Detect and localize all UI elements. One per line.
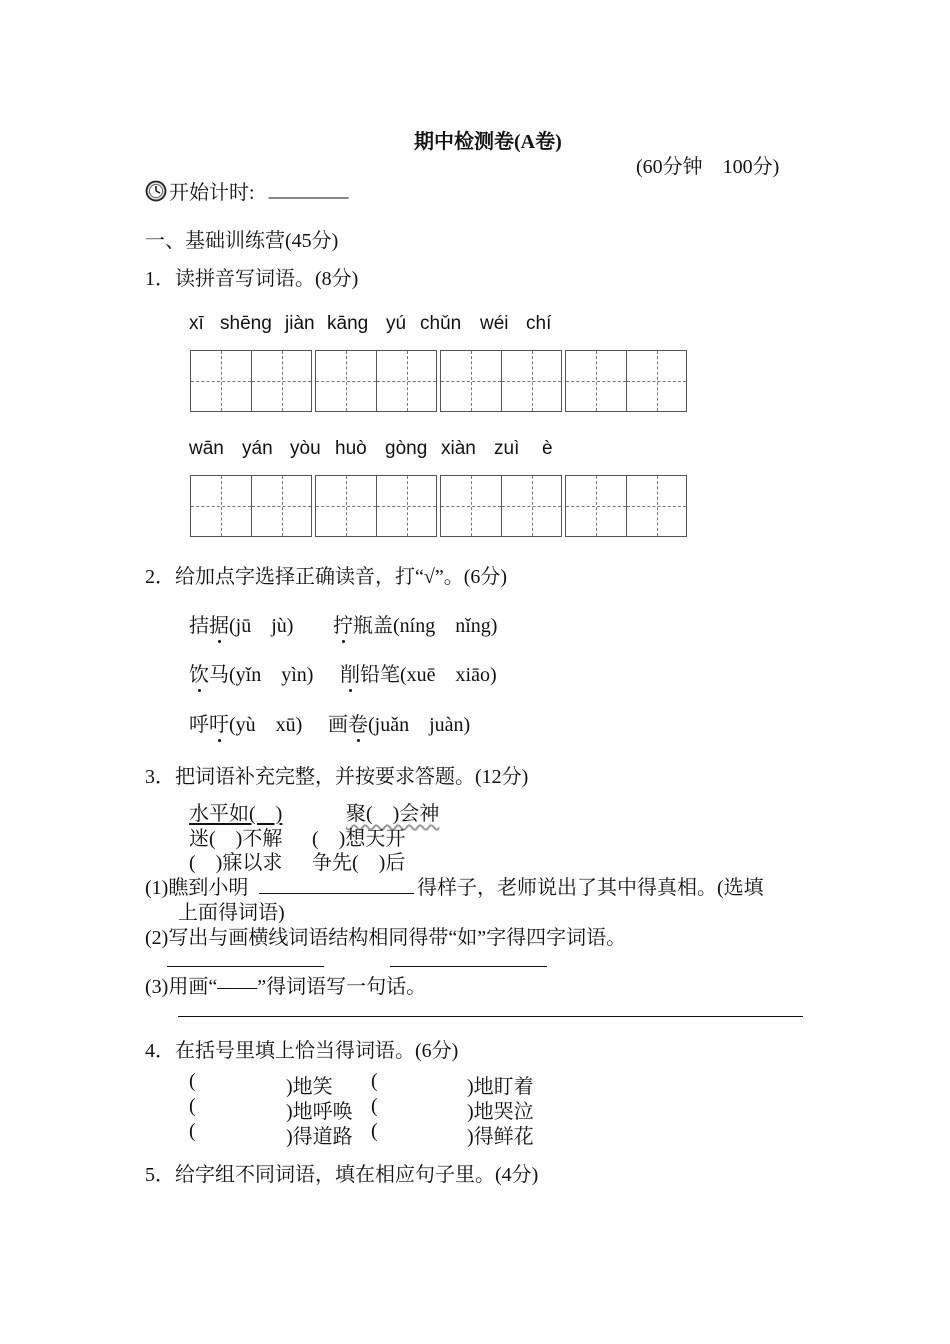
dotted-char: 卷 xyxy=(348,714,368,736)
idiom-item[interactable]: 水平如( ) xyxy=(189,803,283,825)
answer-box[interactable] xyxy=(565,350,687,412)
pinyin: è xyxy=(542,438,553,459)
pinyin-options: (juǎn juàn) xyxy=(368,714,471,736)
pronunciation-item[interactable] xyxy=(340,658,497,687)
answer-blank[interactable] xyxy=(167,966,324,967)
pinyin: zuì xyxy=(494,438,520,459)
char: 马 xyxy=(209,664,229,686)
pinyin: xiàn xyxy=(441,438,476,459)
subquestion-3: (3)用画“——”得词语写一句话。 xyxy=(145,976,427,998)
fill-phrase: )地笑 xyxy=(286,1076,333,1098)
q5-heading: 5．给字组不同词语，填在相应句子里。(4分) xyxy=(145,1164,539,1186)
idiom-item[interactable]: 聚( )会神 xyxy=(346,803,440,825)
paren-open[interactable]: ( xyxy=(371,1120,378,1142)
char: 画 xyxy=(328,714,348,736)
fill-phrase: )得鲜花 xyxy=(467,1126,534,1148)
paren-open[interactable]: ( xyxy=(189,1120,196,1142)
subquestion-2: (2)写出与画横线词语结构相同得带“如”字得四字词语。 xyxy=(145,927,627,949)
q1-heading: 1．读拼音写词语。(8分) xyxy=(145,268,359,290)
pronunciation-item[interactable] xyxy=(189,708,302,737)
idiom-item[interactable]: ( )想天开 xyxy=(312,828,406,850)
dotted-char: 拧 xyxy=(333,615,353,637)
paren-open[interactable]: ( xyxy=(371,1095,378,1117)
q4-heading: 4．在括号里填上恰当得词语。(6分) xyxy=(145,1040,459,1062)
answer-blank[interactable] xyxy=(259,893,414,894)
pinyin-options: (yù xū) xyxy=(229,714,303,736)
pinyin-options: (yǐn yìn) xyxy=(229,664,314,686)
dotted-char: 饮 xyxy=(189,664,209,686)
answer-box[interactable] xyxy=(315,475,437,537)
answer-box[interactable] xyxy=(565,475,687,537)
timer-line xyxy=(145,176,349,205)
pronunciation-item[interactable] xyxy=(189,609,293,638)
timer-blank: ________ xyxy=(268,179,349,201)
fill-phrase: )地呼唤 xyxy=(286,1101,353,1123)
pronunciation-item[interactable] xyxy=(189,658,313,687)
page-title: 期中检测卷(A卷) xyxy=(414,131,562,153)
idiom-item[interactable]: ( )寐以求 xyxy=(189,852,283,874)
q2-heading: 2．给加点字选择正确读音，打“√”。(6分) xyxy=(145,566,508,588)
pinyin: huò xyxy=(335,438,367,459)
answer-blank[interactable] xyxy=(390,966,547,967)
writing-grid-1 xyxy=(190,350,687,412)
pinyin: jiàn xyxy=(285,313,315,334)
pinyin: shēng xyxy=(220,313,272,334)
pinyin: chí xyxy=(526,313,552,334)
fill-phrase: )地盯着 xyxy=(467,1076,534,1098)
pinyin: yòu xyxy=(290,438,321,459)
char: 呼 xyxy=(189,714,209,736)
answer-box[interactable] xyxy=(190,475,312,537)
pinyin: gòng xyxy=(385,438,428,459)
char: 拮 xyxy=(189,615,209,637)
answer-box[interactable] xyxy=(315,350,437,412)
paren-open[interactable]: ( xyxy=(189,1070,196,1092)
answer-blank[interactable] xyxy=(178,1016,803,1017)
dotted-char: 削 xyxy=(340,664,360,686)
idiom-item[interactable]: 迷( )不解 xyxy=(189,828,283,850)
fill-phrase: )地哭泣 xyxy=(467,1101,534,1123)
q3-heading: 3．把词语补充完整，并按要求答题。(12分) xyxy=(145,766,529,788)
section-heading: 一、基础训练营(45分) xyxy=(145,230,339,252)
clock-icon xyxy=(145,180,167,202)
pronunciation-item[interactable] xyxy=(328,708,470,737)
subquestion-1: (1)瞧到小明 xyxy=(145,877,249,899)
dotted-char: 吁 xyxy=(209,714,229,736)
pinyin: wéi xyxy=(480,313,509,334)
pinyin: yán xyxy=(242,438,273,459)
subquestion-1-cont: 得样子，老师说出了其中得真相。(选填 xyxy=(417,877,764,899)
idiom-item[interactable]: 争先( )后 xyxy=(312,852,406,874)
pinyin-options: (níng nǐng) xyxy=(393,615,498,637)
answer-box[interactable] xyxy=(190,350,312,412)
pronunciation-item[interactable] xyxy=(333,609,497,638)
time-score-info: (60分钟 100分) xyxy=(636,156,780,178)
pinyin: kāng xyxy=(327,313,369,334)
subquestion-1-cont2: 上面得词语) xyxy=(178,902,285,924)
dotted-char: 据 xyxy=(209,615,229,637)
char: 铅笔 xyxy=(360,664,400,686)
fill-phrase: )得道路 xyxy=(286,1126,353,1148)
paren-open[interactable]: ( xyxy=(189,1095,196,1117)
timer-label: 开始计时: xyxy=(169,182,255,204)
pinyin: yú xyxy=(386,313,407,334)
writing-grid-2 xyxy=(190,475,687,537)
paren-open[interactable]: ( xyxy=(371,1070,378,1092)
char: 瓶盖 xyxy=(353,615,393,637)
pinyin: wān xyxy=(189,438,224,459)
answer-box[interactable] xyxy=(440,350,562,412)
answer-box[interactable] xyxy=(440,475,562,537)
pinyin-options: (jū jù) xyxy=(229,615,294,637)
pinyin-options: (xuē xiāo) xyxy=(400,664,497,686)
pinyin: chǔn xyxy=(420,313,462,334)
pinyin: xī xyxy=(189,313,204,334)
